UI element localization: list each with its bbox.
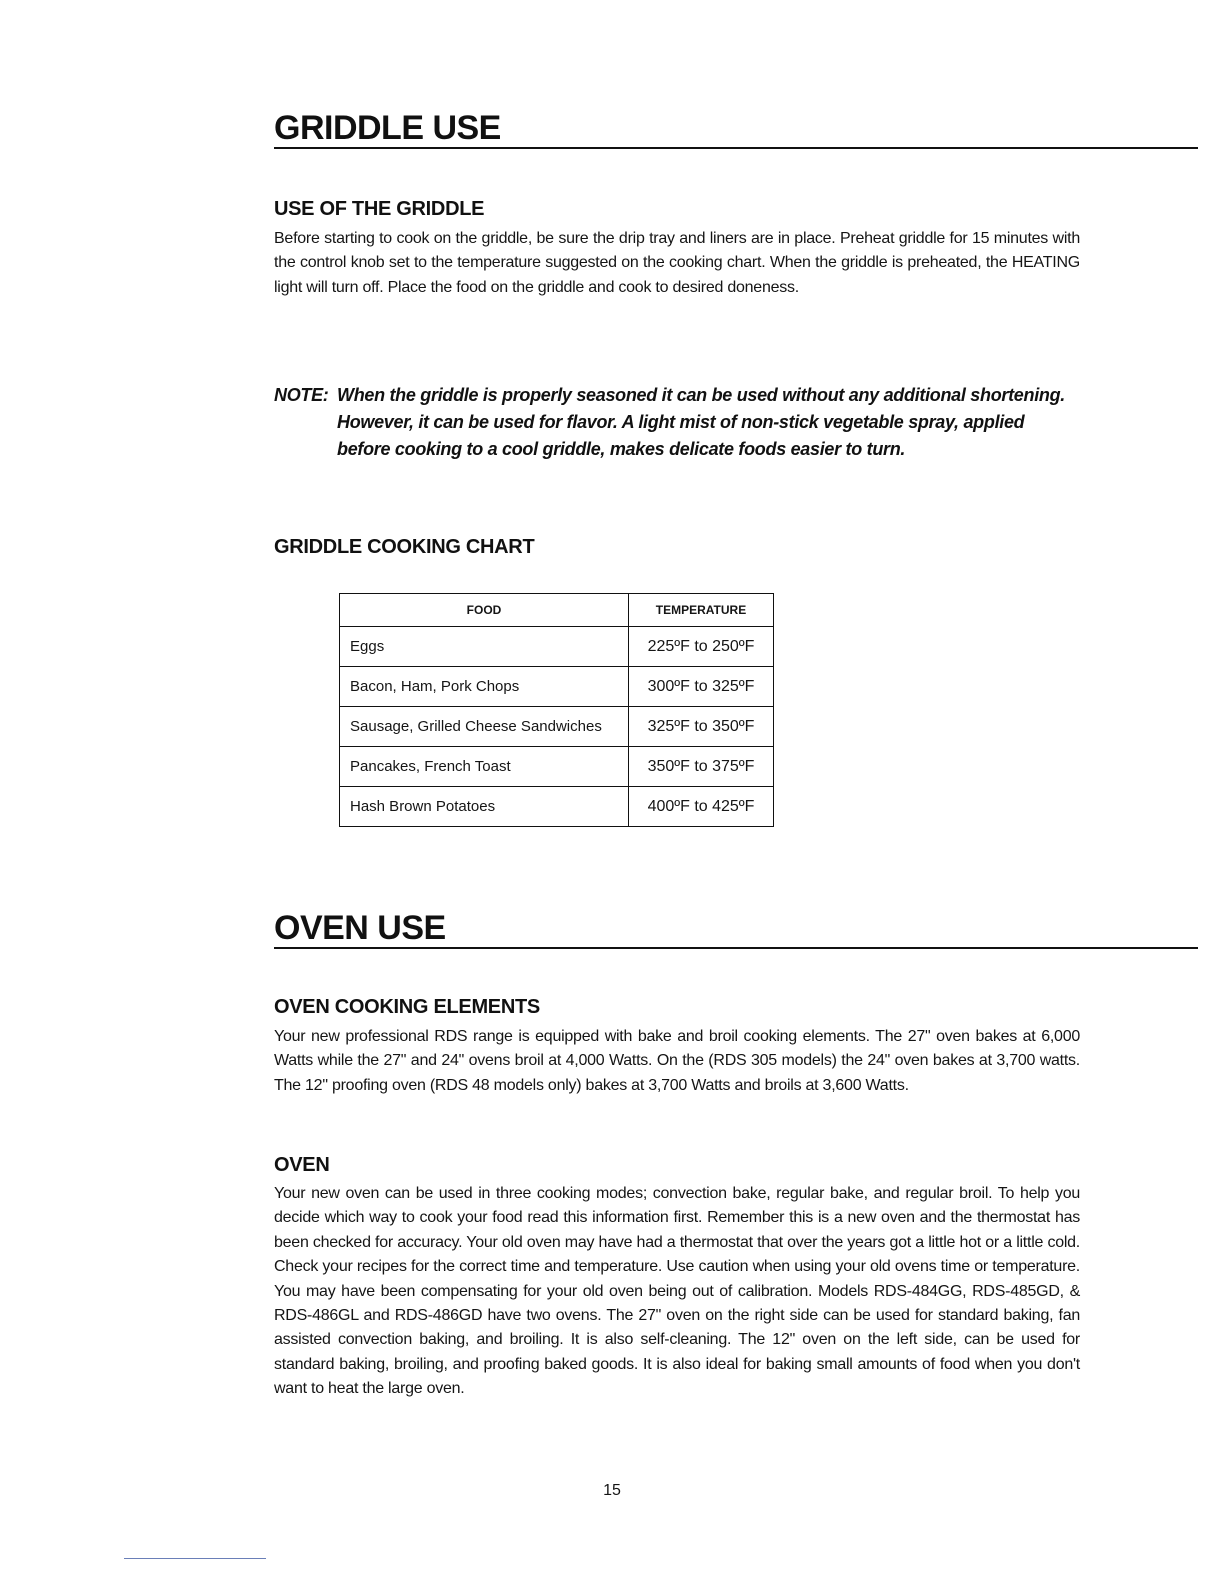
oven-paragraph: Your new oven can be used in three cooking modes; convection bake, regular bake, and regular broil. To help you decide which way to cook your food read this information first. Remember this is a new oven and the thermostat has been checked for accuracy. Your old oven may have had a thermostat that over the years got a little hot or a little cold. Check your recipes for the correct time and temperature. Use caution when using your old ovens time or temperature. You may have been compensating for your old oven being out of calibration. Models RDS-484GG, RDS-485GD, & RDS-486GL and RDS-486GD have two ovens. The 27" oven on the right side can be used for standard baking, fan assisted convection baking, and broiling. It is also self-cleaning. The 12" oven on the left side, can be used for standard baking, broiling, and proofing baked goods. It is also ideal for baking small amounts of food when you don't want to heat the large oven. xyxy=(274,1185,1080,1398)
temperature-cell: 400ºF to 425ºF xyxy=(629,787,774,827)
column-header-temperature: TEMPERATURE xyxy=(629,594,774,627)
table-row xyxy=(340,627,774,667)
use-of-griddle-paragraph: Before starting to cook on the griddle, be sure the drip tray and liners are in place. Preheat griddle for 15 minutes with the control knob set to the temperature suggested on the cooking chart. When the griddle is preheated, the HEATING light will turn off. Place the food on the griddle and cook to desired doneness. xyxy=(274,230,1080,296)
temperature-cell: 225ºF to 250ºF xyxy=(629,627,774,667)
table-row xyxy=(340,707,774,747)
oven-cooking-elements-heading: OVEN COOKING ELEMENTS xyxy=(274,996,540,1018)
temperature-cell: 350ºF to 375ºF xyxy=(629,747,774,787)
food-cell: Hash Brown Potatoes xyxy=(340,787,629,827)
griddle-cooking-chart-heading: GRIDDLE COOKING CHART xyxy=(274,536,535,558)
table-header-row xyxy=(340,594,774,627)
food-cell: Bacon, Ham, Pork Chops xyxy=(340,667,629,707)
food-cell: Sausage, Grilled Cheese Sandwiches xyxy=(340,707,629,747)
table-row xyxy=(340,787,774,827)
note-label: NOTE: xyxy=(274,385,329,405)
note-text: When the griddle is properly seasoned it can be used without any additional shortening. However, it can be used for flavor. A light mist of non-stick vegetable spray, applied before cooking to a cool griddle, makes delicate foods easier to turn. xyxy=(337,385,1065,459)
temperature-cell: 300ºF to 325ºF xyxy=(629,667,774,707)
page-number: 15 xyxy=(603,1482,621,1499)
table-row xyxy=(340,747,774,787)
column-header-food: FOOD xyxy=(340,594,629,627)
oven-use-title: OVEN USE xyxy=(274,910,1198,949)
use-of-griddle-heading: USE OF THE GRIDDLE xyxy=(274,198,485,220)
oven-cooking-elements-paragraph: Your new professional RDS range is equipped with bake and broil cooking elements. The 27" oven bakes at 6,000 Watts while the 27" and 24" ovens broil at 4,000 Watts. On the (RDS 305 models) the 24" oven bakes at 3,700 watts. The 12" proofing oven (RDS 48 models only) bakes at 3,700 Watts and broils at 3,600 Watts. xyxy=(274,1028,1080,1094)
food-cell: Pancakes, French Toast xyxy=(340,747,629,787)
table-row xyxy=(340,667,774,707)
temperature-cell: 325ºF to 350ºF xyxy=(629,707,774,747)
griddle-use-title: GRIDDLE USE xyxy=(274,110,1198,149)
bottom-divider xyxy=(124,1558,266,1559)
oven-heading: OVEN xyxy=(274,1154,330,1176)
food-cell: Eggs xyxy=(340,627,629,667)
griddle-cooking-chart-table xyxy=(339,593,774,827)
